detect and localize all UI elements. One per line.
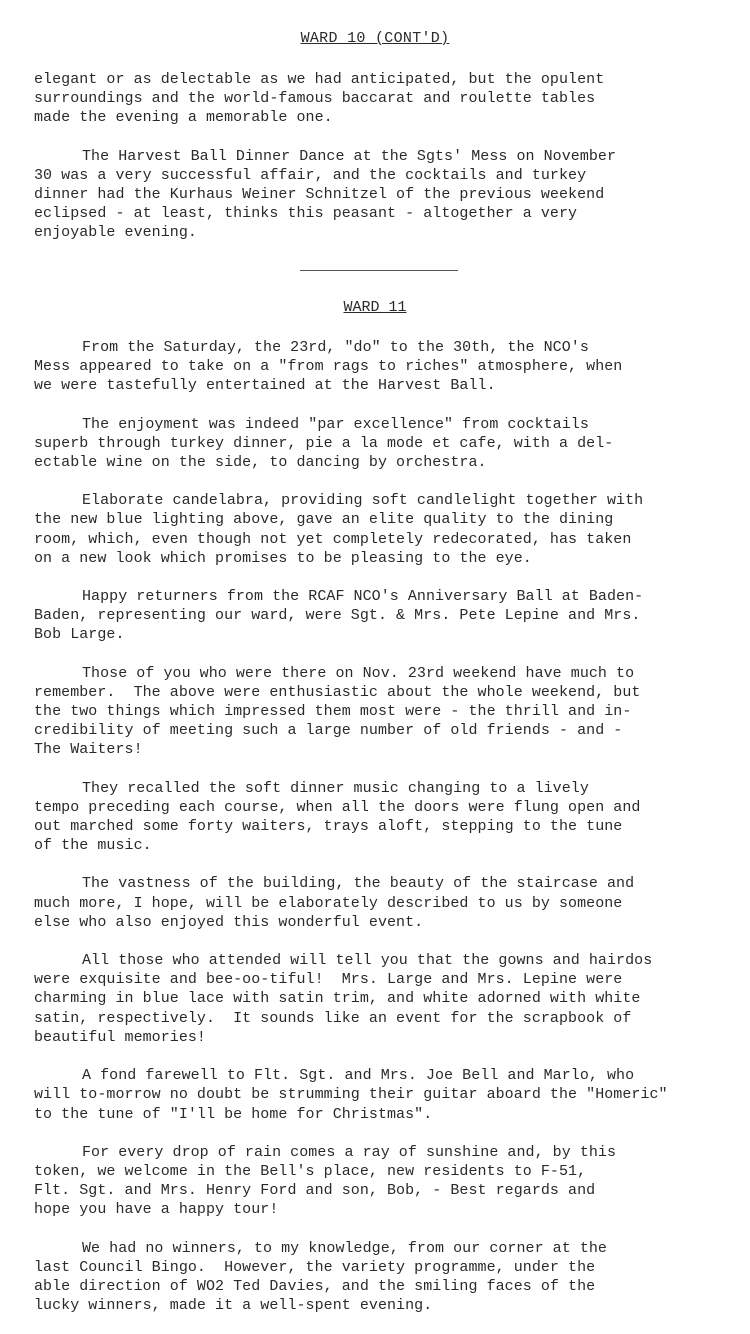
line-text: out marched some forty waiters, trays aloft, stepping to the tune bbox=[34, 818, 623, 836]
text-line bbox=[34, 491, 724, 510]
line-text: the new blue lighting above, gave an elite quality to the dining bbox=[34, 511, 614, 529]
line-text: were exquisite and bee-oo-tiful! Mrs. Large and Mrs. Lepine were bbox=[34, 971, 623, 989]
line-text: we were tastefully entertained at the Harvest Ball. bbox=[34, 377, 496, 395]
text-line bbox=[34, 338, 724, 357]
line-text: Mess appeared to take on a "from rags to riches" atmosphere, when bbox=[34, 358, 623, 376]
text-line bbox=[34, 836, 724, 855]
text-line bbox=[34, 1028, 724, 1047]
text-line bbox=[34, 166, 724, 185]
text-line bbox=[34, 204, 724, 223]
paragraph bbox=[34, 491, 724, 568]
text-line bbox=[34, 587, 724, 606]
paragraph bbox=[34, 951, 724, 1047]
line-text: credibility of meeting such a large number of old friends - and - bbox=[34, 722, 623, 740]
line-text: made the evening a memorable one. bbox=[34, 109, 333, 127]
line-text: eclipsed - at least, thinks this peasant - altogether a very bbox=[34, 205, 578, 223]
line-text: hope you have a happy tour! bbox=[34, 1201, 279, 1219]
line-text: Baden, representing our ward, were Sgt. & Mrs. Pete Lepine and Mrs. bbox=[34, 607, 641, 625]
text-line bbox=[34, 625, 724, 644]
line-text: lucky winners, made it a well-spent evening. bbox=[34, 1297, 433, 1315]
text-line bbox=[34, 530, 724, 549]
text-line bbox=[34, 510, 724, 529]
text-line bbox=[34, 951, 724, 970]
line-text: remember. The above were enthusiastic about the whole weekend, but bbox=[34, 683, 641, 701]
line-text: enjoyable evening. bbox=[34, 224, 197, 242]
text-line bbox=[34, 1181, 724, 1200]
line-text: The vastness of the building, the beauty of the staircase and bbox=[82, 875, 635, 893]
text-line bbox=[34, 1200, 724, 1219]
text-line bbox=[34, 108, 724, 127]
text-line bbox=[34, 70, 724, 89]
paragraph bbox=[34, 147, 724, 243]
line-text: charming in blue lace with satin trim, and white adorned with white bbox=[34, 990, 641, 1008]
text-line bbox=[34, 185, 724, 204]
page-header: WARD 10 (CONT'D) bbox=[300, 30, 450, 47]
text-line bbox=[34, 1258, 724, 1277]
text-line bbox=[34, 147, 724, 166]
text-line bbox=[34, 606, 724, 625]
line-text: All those who attended will tell you that the gowns and hairdos bbox=[82, 952, 653, 970]
line-text: last Council Bingo. However, the variety programme, under the bbox=[34, 1258, 596, 1276]
line-text: token, we welcome in the Bell's place, new residents to F-51, bbox=[34, 1162, 587, 1180]
line-text: elegant or as delectable as we had anticipated, but the opulent bbox=[34, 71, 605, 88]
ward-11-section bbox=[34, 338, 724, 1334]
line-text: beautiful memories! bbox=[34, 1028, 206, 1046]
line-text: satin, respectively. It sounds like an event for the scrapbook of bbox=[34, 1009, 632, 1027]
text-line bbox=[34, 798, 724, 817]
line-text: Flt. Sgt. and Mrs. Henry Ford and son, Bob, - Best regards and bbox=[34, 1182, 596, 1200]
line-text: the two things which impressed them most were - the thrill and in- bbox=[34, 703, 632, 721]
text-line bbox=[34, 1296, 724, 1315]
text-line bbox=[34, 874, 724, 893]
paragraph bbox=[34, 70, 724, 128]
text-line bbox=[34, 1085, 724, 1104]
text-line bbox=[34, 415, 724, 434]
line-text: superb through turkey dinner, pie a la mode et cafe, with a del- bbox=[34, 434, 614, 452]
text-line bbox=[34, 702, 724, 721]
text-line bbox=[34, 1105, 724, 1124]
text-line bbox=[34, 664, 724, 683]
line-text: From the Saturday, the 23rd, "do" to the 30th, the NCO's bbox=[82, 339, 589, 356]
line-text: Elaborate candelabra, providing soft candlelight together with bbox=[82, 492, 644, 510]
text-line bbox=[34, 89, 724, 108]
text-line bbox=[34, 223, 724, 242]
line-text: tempo preceding each course, when all the doors were flung open and bbox=[34, 798, 641, 816]
line-text: For every drop of rain comes a ray of sunshine and, by this bbox=[82, 1143, 617, 1161]
line-text: The enjoyment was indeed "par excellence" from cocktails bbox=[82, 415, 589, 433]
paragraph bbox=[34, 1066, 724, 1124]
text-line bbox=[34, 683, 724, 702]
text-line bbox=[34, 434, 724, 453]
text-line bbox=[34, 1162, 724, 1181]
line-text: dinner had the Kurhaus Weiner Schnitzel of the previous weekend bbox=[34, 186, 605, 204]
line-text: Bob Large. bbox=[34, 626, 125, 644]
text-line bbox=[34, 779, 724, 798]
text-line bbox=[34, 894, 724, 913]
text-line bbox=[34, 357, 724, 376]
line-text: Happy returners from the RCAF NCO's Anniversary Ball at Baden- bbox=[82, 588, 644, 606]
line-text: will to-morrow no doubt be strumming their guitar aboard the "Homeric" bbox=[34, 1086, 668, 1104]
text-line bbox=[34, 721, 724, 740]
paragraph bbox=[34, 338, 724, 396]
ward-11-heading: WARD 11 bbox=[343, 299, 407, 316]
line-text: We had no winners, to my knowledge, from our corner at the bbox=[82, 1239, 607, 1257]
line-text: much more, I hope, will be elaborately described to us by someone bbox=[34, 894, 623, 912]
section-divider bbox=[300, 270, 458, 271]
text-line bbox=[34, 740, 724, 759]
text-line bbox=[34, 1009, 724, 1028]
text-line bbox=[34, 989, 724, 1008]
line-text: of the music. bbox=[34, 837, 152, 855]
line-text: to the tune of "I'll be home for Christmas". bbox=[34, 1105, 433, 1123]
text-line bbox=[34, 1239, 724, 1258]
line-text: on a new look which promises to be pleasing to the eye. bbox=[34, 549, 532, 567]
text-line bbox=[34, 1277, 724, 1296]
line-text: able direction of WO2 Ted Davies, and the smiling faces of the bbox=[34, 1277, 596, 1295]
paragraph bbox=[34, 1239, 724, 1316]
ward-10-section bbox=[34, 70, 724, 262]
line-text: The Harvest Ball Dinner Dance at the Sgts' Mess on November bbox=[82, 147, 617, 165]
paragraph bbox=[34, 415, 724, 473]
text-line bbox=[34, 913, 724, 932]
line-text: They recalled the soft dinner music changing to a lively bbox=[82, 779, 589, 797]
line-text: Those of you who were there on Nov. 23rd weekend have much to bbox=[82, 664, 635, 682]
line-text: surroundings and the world-famous baccarat and roulette tables bbox=[34, 90, 596, 108]
line-text: room, which, even though not yet completely redecorated, has taken bbox=[34, 530, 632, 548]
text-line bbox=[34, 376, 724, 395]
paragraph bbox=[34, 664, 724, 760]
text-line bbox=[34, 970, 724, 989]
paragraph bbox=[34, 779, 724, 856]
line-text: ectable wine on the side, to dancing by orchestra. bbox=[34, 454, 487, 472]
line-text: 30 was a very successful affair, and the cocktails and turkey bbox=[34, 166, 587, 184]
text-line bbox=[34, 549, 724, 568]
line-text: A fond farewell to Flt. Sgt. and Mrs. Joe Bell and Marlo, who bbox=[82, 1067, 635, 1085]
text-line bbox=[34, 453, 724, 472]
text-line bbox=[34, 1066, 724, 1085]
line-text: else who also enjoyed this wonderful event. bbox=[34, 913, 424, 931]
text-line bbox=[34, 1143, 724, 1162]
paragraph bbox=[34, 587, 724, 645]
line-text: The Waiters! bbox=[34, 741, 143, 759]
paragraph bbox=[34, 874, 724, 932]
paragraph bbox=[34, 1143, 724, 1220]
text-line bbox=[34, 817, 724, 836]
